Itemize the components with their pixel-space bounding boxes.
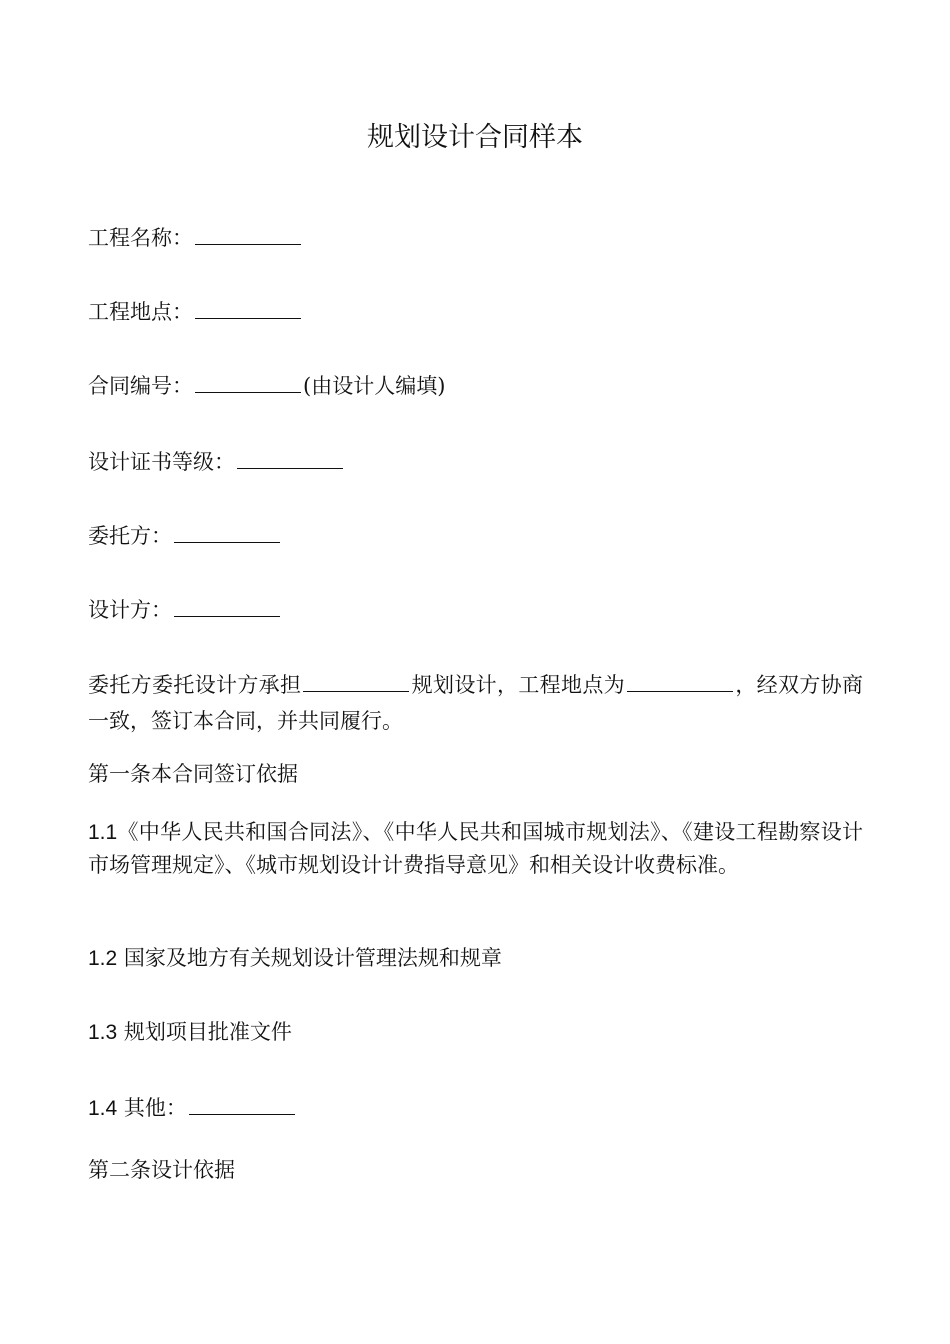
designer-label: 设计方： — [88, 598, 172, 622]
article2-heading: 第二条设计依据 — [88, 1158, 235, 1182]
article1-item3 — [88, 1014, 863, 1051]
client-label: 委托方： — [88, 524, 172, 548]
intro-part3: ，经双方协商一致，签订本合同，并共同履行。 — [88, 673, 864, 733]
project-location-line — [88, 294, 863, 330]
intro-part1: 委托方委托设计方承担 — [88, 673, 302, 697]
article1-heading: 第一条本合同签订依据 — [88, 762, 298, 786]
intro-location-blank[interactable] — [627, 671, 733, 692]
item3-number: 1.3 — [88, 1021, 118, 1044]
cert-level-blank[interactable] — [237, 448, 343, 469]
intro-project-blank[interactable] — [303, 671, 409, 692]
document-title: 规划设计合同样本 — [367, 122, 583, 153]
item4-number: 1.4 — [88, 1097, 118, 1120]
project-location-label: 工程地点： — [88, 300, 193, 324]
contract-no-blank[interactable] — [195, 372, 301, 393]
intro-paragraph — [88, 667, 863, 739]
cert-level-line — [88, 444, 863, 480]
article1-item4 — [88, 1090, 863, 1127]
designer-blank[interactable] — [174, 596, 280, 617]
contract-no-line — [88, 368, 863, 404]
item2-number: 1.2 — [88, 947, 118, 970]
item2-text: 国家及地方有关规划设计管理法规和规章 — [123, 946, 502, 970]
project-name-blank[interactable] — [195, 224, 301, 245]
cert-level-label: 设计证书等级： — [88, 450, 235, 474]
item4-blank[interactable] — [189, 1094, 295, 1115]
item1-text: 《中华人民共和国合同法》、《中华人民共和国城市规划法》、《建设工程勘察设计市场管理规定》、《城市规划设计计费指导意见》和相关设计收费标准。 — [88, 820, 863, 877]
designer-line — [88, 592, 863, 628]
project-name-label: 工程名称： — [88, 226, 193, 250]
contract-no-label: 合同编号： — [88, 374, 193, 398]
client-line — [88, 518, 863, 554]
item3-text: 规划项目批准文件 — [123, 1020, 292, 1044]
intro-part2: 规划设计，工程地点为 — [411, 673, 626, 697]
project-location-blank[interactable] — [195, 298, 301, 319]
item1-number: 1.1 — [88, 821, 118, 844]
article1-item2 — [88, 940, 863, 977]
item4-text: 其他： — [123, 1096, 187, 1120]
client-blank[interactable] — [174, 522, 280, 543]
article1-item1 — [88, 816, 863, 882]
project-name-line — [88, 220, 863, 256]
contract-no-note: (由设计人编填) — [303, 374, 446, 398]
